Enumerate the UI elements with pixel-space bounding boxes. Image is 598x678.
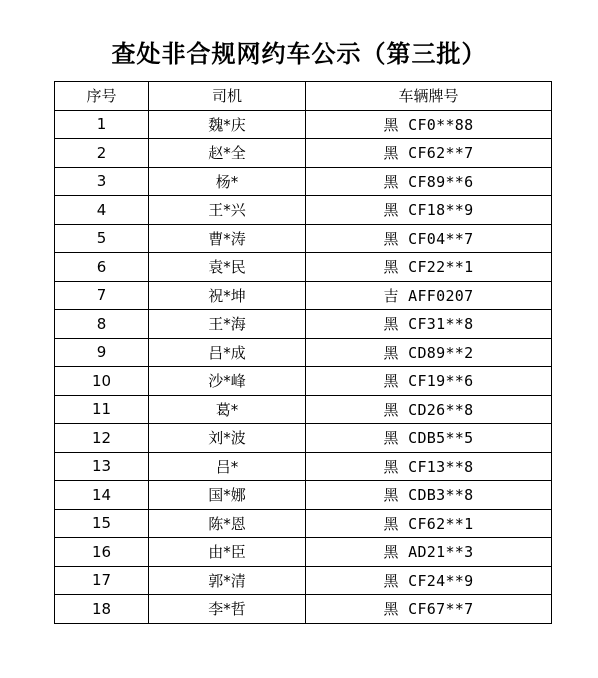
row-driver: 袁*民 <box>149 253 306 282</box>
table-row <box>55 509 552 538</box>
row-plate: 黑 CF19**6 <box>306 367 552 396</box>
row-plate: 黑 CDB3**8 <box>306 481 552 510</box>
table-header-row <box>55 82 552 111</box>
header-driver: 司机 <box>149 82 306 111</box>
table-row <box>55 395 552 424</box>
row-driver: 赵*全 <box>149 139 306 168</box>
table-row <box>55 338 552 367</box>
table-row <box>55 224 552 253</box>
row-index: 12 <box>55 424 149 453</box>
row-plate: 黑 CF89**6 <box>306 167 552 196</box>
table-row <box>55 139 552 168</box>
row-index: 5 <box>55 224 149 253</box>
row-driver: 李*哲 <box>149 595 306 624</box>
table-row <box>55 167 552 196</box>
row-driver: 沙*峰 <box>149 367 306 396</box>
header-plate: 车辆牌号 <box>306 82 552 111</box>
row-plate: 黑 CF13**8 <box>306 452 552 481</box>
row-driver: 王*海 <box>149 310 306 339</box>
row-plate: 黑 CF67**7 <box>306 595 552 624</box>
row-plate: 黑 AD21**3 <box>306 538 552 567</box>
table-row <box>55 481 552 510</box>
row-driver: 葛* <box>149 395 306 424</box>
row-driver: 刘*波 <box>149 424 306 453</box>
row-plate: 黑 CF31**8 <box>306 310 552 339</box>
row-driver: 陈*恩 <box>149 509 306 538</box>
row-index: 15 <box>55 509 149 538</box>
row-plate: 黑 CF22**1 <box>306 253 552 282</box>
table-row <box>55 310 552 339</box>
row-index: 14 <box>55 481 149 510</box>
row-driver: 曹*涛 <box>149 224 306 253</box>
row-plate: 黑 CD26**8 <box>306 395 552 424</box>
row-driver: 郭*清 <box>149 566 306 595</box>
row-plate: 黑 CD89**2 <box>306 338 552 367</box>
header-index: 序号 <box>55 82 149 111</box>
row-index: 18 <box>55 595 149 624</box>
row-driver: 杨* <box>149 167 306 196</box>
table-row <box>55 538 552 567</box>
page-title: 查处非合规网约车公示（第三批） <box>111 40 487 68</box>
row-plate: 黑 CF62**7 <box>306 139 552 168</box>
table-row <box>55 566 552 595</box>
row-plate: 吉 AFF0207 <box>306 281 552 310</box>
row-index: 10 <box>55 367 149 396</box>
row-driver: 由*臣 <box>149 538 306 567</box>
table-row <box>55 196 552 225</box>
table-row <box>55 424 552 453</box>
row-index: 16 <box>55 538 149 567</box>
table-row <box>55 110 552 139</box>
table-row <box>55 367 552 396</box>
row-driver: 魏*庆 <box>149 110 306 139</box>
table-row <box>55 281 552 310</box>
row-driver: 祝*坤 <box>149 281 306 310</box>
row-index: 2 <box>55 139 149 168</box>
row-index: 13 <box>55 452 149 481</box>
row-index: 7 <box>55 281 149 310</box>
row-index: 17 <box>55 566 149 595</box>
row-index: 1 <box>55 110 149 139</box>
row-plate: 黑 CF24**9 <box>306 566 552 595</box>
table-row <box>55 452 552 481</box>
row-driver: 国*娜 <box>149 481 306 510</box>
row-plate: 黑 CDB5**5 <box>306 424 552 453</box>
row-index: 6 <box>55 253 149 282</box>
table-row <box>55 253 552 282</box>
row-index: 4 <box>55 196 149 225</box>
violations-table <box>54 81 552 624</box>
row-index: 8 <box>55 310 149 339</box>
row-driver: 王*兴 <box>149 196 306 225</box>
row-plate: 黑 CF18**9 <box>306 196 552 225</box>
row-index: 3 <box>55 167 149 196</box>
row-plate: 黑 CF62**1 <box>306 509 552 538</box>
row-plate: 黑 CF04**7 <box>306 224 552 253</box>
row-plate: 黑 CF0**88 <box>306 110 552 139</box>
table-row <box>55 595 552 624</box>
row-driver: 吕* <box>149 452 306 481</box>
row-index: 9 <box>55 338 149 367</box>
row-index: 11 <box>55 395 149 424</box>
row-driver: 吕*成 <box>149 338 306 367</box>
